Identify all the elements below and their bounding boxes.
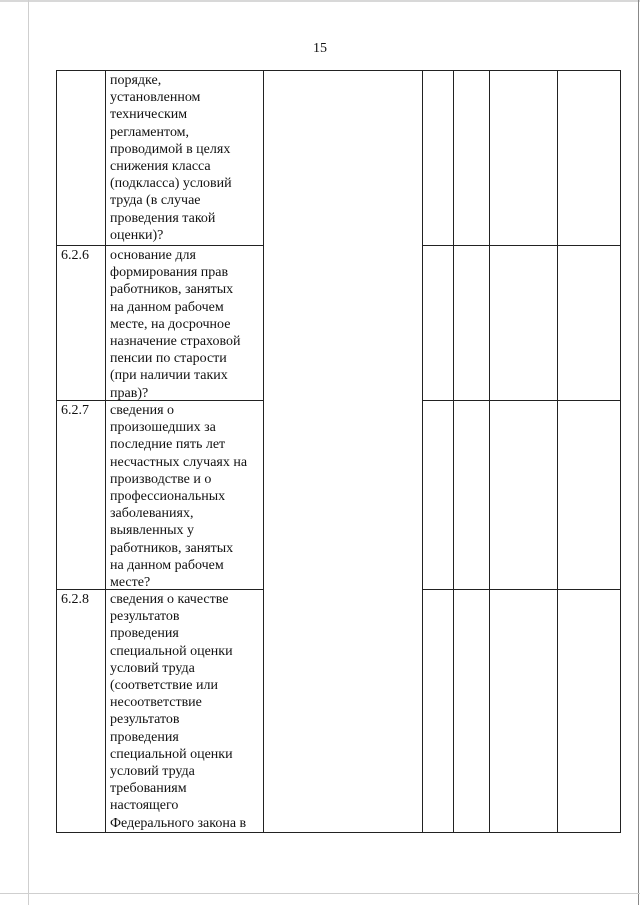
table-border-left: [56, 70, 57, 833]
row-divider-3b: [422, 589, 621, 590]
row-divider-1b: [422, 245, 621, 246]
column-divider-question: [263, 70, 264, 833]
column-divider-requisites: [422, 70, 423, 833]
row-question: сведения о качестве результатов проведения специальной оценки условий труда (соответствие или несоответствие результатов проведения специальной оценки условий труда требованиям настоящего Федерального закона в: [110, 592, 247, 831]
row-number: 6.2.6: [61, 248, 89, 263]
row-divider-2b: [422, 400, 621, 401]
column-divider-na: [557, 70, 558, 833]
row-question: основание для формирования прав работников, занятых на данном рабочем месте, на досрочное назначение страховой пенсии по старости (при наличии таких прав)?: [110, 248, 241, 401]
table-border-top: [56, 70, 621, 71]
column-divider-number: [105, 70, 106, 833]
row-question: сведения о произошедших за последние пять лет несчастных случаях на производстве и о профессиональных заболеваниях, выявленных у работников, занятых на данном рабочем месте?: [110, 403, 248, 591]
page-number: 15: [313, 41, 327, 56]
table-border-bottom: [56, 832, 621, 833]
row-number: 6.2.8: [61, 592, 89, 607]
table-border-right: [620, 70, 621, 833]
column-divider-yes: [453, 70, 454, 833]
row-number: 6.2.7: [61, 403, 89, 418]
column-divider-no: [489, 70, 490, 833]
row-question: порядке, установленном техническим регламентом, проводимой в целях снижения класса (подкласса) условий труда (в случае проведения такой оценки)?: [110, 73, 232, 243]
row-divider-1a: [56, 245, 264, 246]
